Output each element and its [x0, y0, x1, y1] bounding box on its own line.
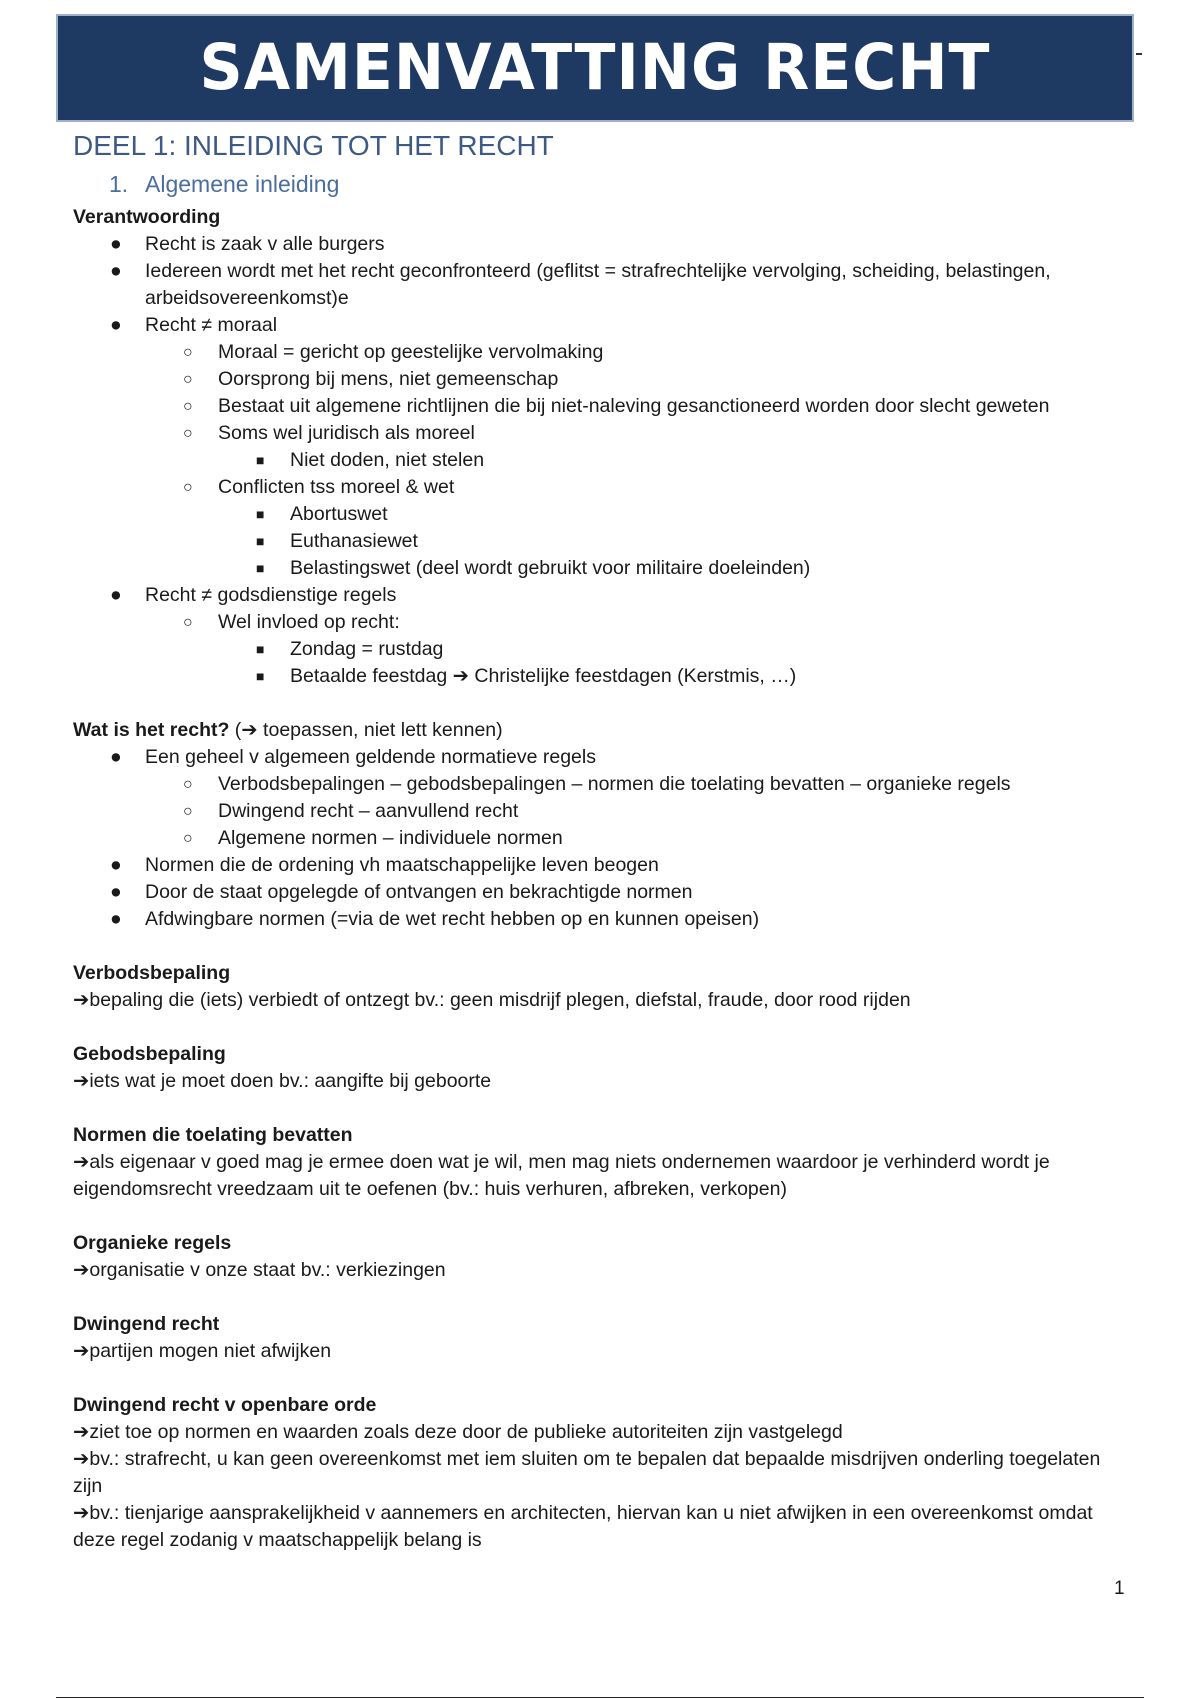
- definitions-block: [73, 933, 1113, 1554]
- definition-term: Gebodsbepaling: [73, 1043, 226, 1065]
- list-item-text: Euthanasiewet: [290, 530, 418, 552]
- title-banner: [56, 14, 1134, 122]
- sub-list: [145, 609, 1113, 690]
- page-number: 1: [1114, 1578, 1125, 1599]
- definition-text: partijen mogen niet afwijken: [89, 1340, 332, 1362]
- bullet-marker-icon: ●: [110, 746, 122, 768]
- list-item: [73, 420, 1113, 474]
- bullet-marker-icon: ●: [110, 584, 122, 606]
- list-item: [73, 258, 1113, 312]
- list-item: [73, 771, 1113, 798]
- list-item-text: Een geheel v algemeen geldende normatieve regels: [145, 746, 596, 768]
- circle-marker-icon: ○: [183, 425, 193, 442]
- list-item: [73, 636, 1113, 663]
- list-item-text: Normen die de ordening vh maatschappelijke leven beogen: [145, 854, 659, 876]
- list-item: [73, 744, 1113, 852]
- list-item-text: Algemene normen – individuele normen: [218, 827, 563, 849]
- square-marker-icon: ■: [256, 641, 265, 657]
- list-item: [73, 906, 1113, 933]
- list-item-text: Wel invloed op recht:: [218, 611, 400, 633]
- wat-is-note: (➔ toepassen, niet lett kennen): [229, 719, 503, 741]
- list-item: [73, 501, 1113, 528]
- section-number: 1.: [109, 171, 129, 197]
- sub-list: [218, 636, 1113, 690]
- list-item-text: Belastingswet (deel wordt gebruikt voor militaire doeleinden): [290, 557, 811, 579]
- square-marker-icon: ■: [256, 533, 265, 549]
- list-item-text: Abortuswet: [290, 503, 388, 525]
- list-item-text: Niet doden, niet stelen: [290, 449, 485, 471]
- list-item: [73, 447, 1113, 474]
- sub-list: [218, 447, 1113, 474]
- list-item: [73, 609, 1113, 690]
- circle-marker-icon: ○: [183, 803, 193, 820]
- definition-term: Dwingend recht v openbare orde: [73, 1394, 377, 1416]
- list-item-text: Recht ≠ moraal: [145, 314, 278, 336]
- square-marker-icon: ■: [256, 560, 265, 576]
- bullet-marker-icon: ●: [110, 314, 122, 336]
- verantwoording-block: [73, 204, 1113, 690]
- square-marker-icon: ■: [256, 452, 265, 468]
- square-marker-icon: ■: [256, 506, 265, 522]
- definition-term: Dwingend recht: [73, 1313, 220, 1335]
- definition-text: bepaling die (iets) verbiedt of ontzegt bv.: geen misdrijf plegen, diefstal, fraude, door rood rijden: [89, 989, 911, 1011]
- definition-text: bv.: strafrecht, u kan geen overeenkomst met iem sluiten om te bepalen dat bepaalde misdrijven onderling toegelaten zijn: [73, 1448, 1101, 1497]
- definition-line: [73, 1257, 1113, 1284]
- list-item-text: Recht is zaak v alle burgers: [145, 233, 385, 255]
- circle-marker-icon: ○: [183, 830, 193, 847]
- list-item: [73, 879, 1113, 906]
- footer-rule: [56, 1697, 1144, 1698]
- definition-text: bv.: tienjarige aansprakelijkheid v aannemers en architecten, hiervan kan u niet afwijken in een overeenkomst omdat deze regel zodanig v maatschappelijk belang is: [73, 1502, 1093, 1551]
- definition-text: ziet toe op normen en waarden zoals deze door de publieke autoriteiten zijn vastgelegd: [89, 1421, 843, 1443]
- bullet-marker-icon: ●: [110, 908, 122, 930]
- list-item-text: Dwingend recht – aanvullend recht: [218, 800, 519, 822]
- section-heading: [109, 168, 1113, 200]
- list-item-text: Moraal = gericht op geestelijke vervolmaking: [218, 341, 604, 363]
- list-item-text: Afdwingbare normen (=via de wet recht hebben op en kunnen opeisen): [145, 908, 760, 930]
- list-item-text: Bestaat uit algemene richtlijnen die bij niet-naleving gesanctioneerd worden door slecht geweten: [218, 395, 1050, 417]
- list-item: [73, 582, 1113, 690]
- list-item: [73, 339, 1113, 366]
- definition-line: [73, 1068, 1113, 1095]
- definition-text: iets wat je moet doen bv.: aangifte bij geboorte: [89, 1070, 492, 1092]
- wat-is-list: [73, 744, 1113, 933]
- arrow-icon: ➔: [73, 1502, 90, 1524]
- sub-list: [145, 771, 1113, 852]
- list-item-text: Soms wel juridisch als moreel: [218, 422, 475, 444]
- definition-line: [73, 1446, 1113, 1500]
- list-item: [73, 312, 1113, 582]
- sub-list: [218, 501, 1113, 582]
- list-item: [73, 663, 1113, 690]
- list-item-text: Oorsprong bij mens, niet gemeenschap: [218, 368, 559, 390]
- list-item-text: Conflicten tss moreel & wet: [218, 476, 455, 498]
- list-item-text: Zondag = rustdag: [290, 638, 444, 660]
- page-content: [73, 126, 1113, 1554]
- definition-term: Normen die toelating bevatten: [73, 1124, 353, 1146]
- definition-term: Organieke regels: [73, 1232, 232, 1254]
- list-item: [73, 393, 1113, 420]
- bullet-marker-icon: ●: [110, 260, 122, 282]
- list-item: [73, 825, 1113, 852]
- circle-marker-icon: ○: [183, 371, 193, 388]
- document-title: SAMENVATTING RECHT: [199, 31, 991, 105]
- list-item: [73, 231, 1113, 258]
- verantwoording-title: Verantwoording: [73, 206, 221, 228]
- list-item: [73, 798, 1113, 825]
- list-item: [73, 528, 1113, 555]
- wat-is-heading: [73, 717, 1113, 744]
- list-item: [73, 555, 1113, 582]
- definition-line: [73, 1149, 1113, 1203]
- arrow-icon: ➔: [73, 1259, 90, 1281]
- arrow-icon: ➔: [73, 989, 90, 1011]
- square-marker-icon: ■: [256, 668, 265, 684]
- definition-text: organisatie v onze staat bv.: verkiezingen: [89, 1259, 446, 1281]
- bullet-marker-icon: ●: [110, 854, 122, 876]
- list-item: [73, 474, 1113, 582]
- definition-line: [73, 987, 1113, 1014]
- part-heading: DEEL 1: INLEIDING TOT HET RECHT: [73, 130, 554, 161]
- arrow-icon: ➔: [73, 1340, 90, 1362]
- circle-marker-icon: ○: [183, 479, 193, 496]
- circle-marker-icon: ○: [183, 614, 193, 631]
- circle-marker-icon: ○: [183, 776, 193, 793]
- arrow-icon: ➔: [73, 1448, 90, 1470]
- list-item-text: Iedereen wordt met het recht geconfronteerd (geflitst = strafrechtelijke vervolging, scheiding, belastingen, arbeidsovereenkomst)e: [145, 260, 1051, 309]
- header-tick-mark: [1136, 53, 1142, 55]
- definition-line: [73, 1419, 1113, 1446]
- arrow-icon: ➔: [73, 1151, 90, 1173]
- circle-marker-icon: ○: [183, 344, 193, 361]
- list-item-text: Door de staat opgelegde of ontvangen en bekrachtigde normen: [145, 881, 693, 903]
- verantwoording-list: [73, 231, 1113, 690]
- list-item: [73, 366, 1113, 393]
- wat-is-het-recht-block: [73, 717, 1113, 933]
- arrow-icon: ➔: [73, 1070, 90, 1092]
- list-item: [73, 852, 1113, 879]
- list-item-text: Recht ≠ godsdienstige regels: [145, 584, 397, 606]
- circle-marker-icon: ○: [183, 398, 193, 415]
- list-item-text: Verbodsbepalingen – gebodsbepalingen – normen die toelating bevatten – organieke regels: [218, 773, 1011, 795]
- bullet-marker-icon: ●: [110, 233, 122, 255]
- wat-is-title: Wat is het recht?: [73, 719, 230, 741]
- sub-list: [145, 339, 1113, 582]
- definition-term: Verbodsbepaling: [73, 962, 231, 984]
- definition-line: [73, 1338, 1113, 1365]
- definition-line: [73, 1500, 1113, 1554]
- definition-text: als eigenaar v goed mag je ermee doen wat je wil, men mag niets ondernemen waardoor je verhinderd wordt je eigendomsrecht vreedzaam uit te oefenen (bv.: huis verhuren, afbreken, verkopen): [73, 1151, 1050, 1200]
- section-title: Algemene inleiding: [145, 171, 340, 197]
- bullet-marker-icon: ●: [110, 881, 122, 903]
- arrow-icon: ➔: [73, 1421, 90, 1443]
- list-item-text: Betaalde feestdag ➔ Christelijke feestdagen (Kerstmis, …): [290, 665, 797, 687]
